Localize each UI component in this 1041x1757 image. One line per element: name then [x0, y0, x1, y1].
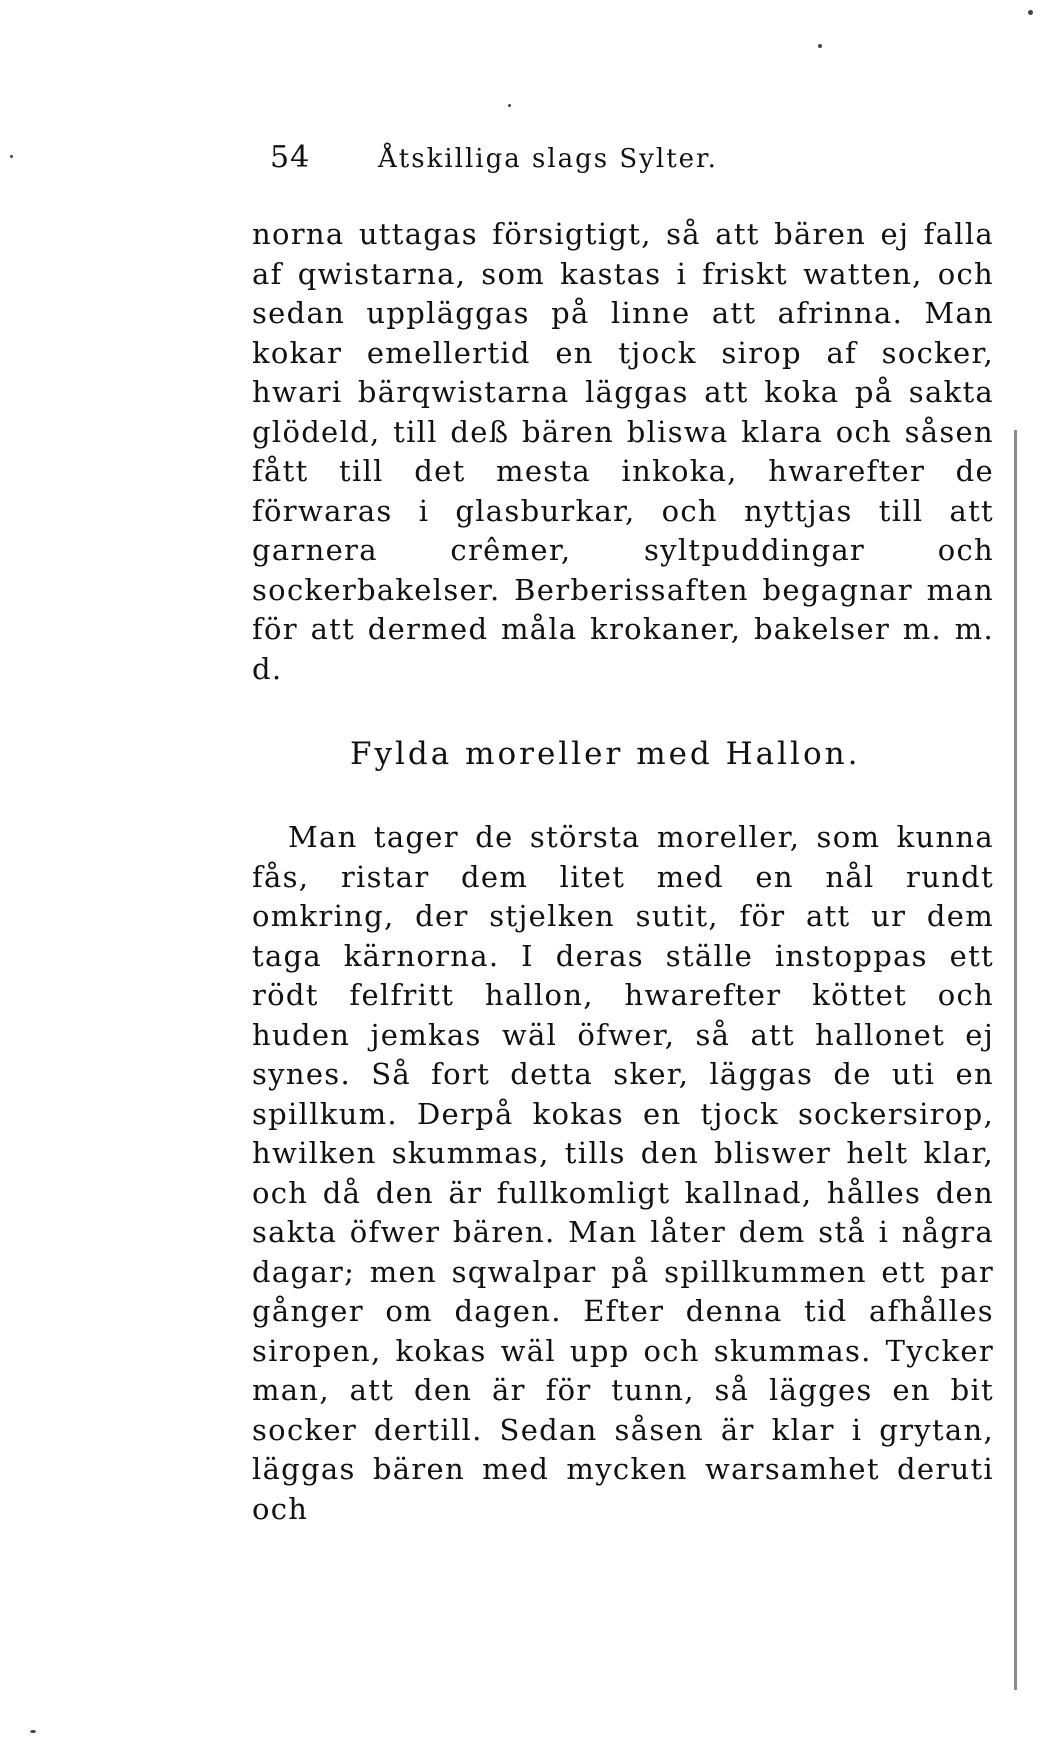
page-number: 54	[270, 140, 311, 175]
page-edge-shadow	[1014, 430, 1017, 1690]
paragraph-continuation: norna uttagas försigtigt, så att bären ej falla af qwistarna, som kastas i friskt watten, och sedan uppläggas på linne att afrinna. Man kokar emellertid en tjock sirop af socker, hwari bärqwistarna läggas att koka på sakta glödeld, till deß bären bliswa klara och såsen fått till det mesta inkoka, hwarefter de förwaras i glasburkar, och nyttjas till att garnera crêmer, syltpuddingar och sockerbakelser. Berberissaften begagnar man för att dermed måla krokaner, bakelser m. m. d.	[252, 217, 994, 686]
page-header	[270, 138, 830, 186]
ink-speck	[508, 104, 511, 107]
running-head: Åtskilliga slags Sylter.	[378, 144, 718, 174]
ink-speck	[30, 1730, 36, 1733]
paragraph-recipe: Man tager de största moreller, som kunna fås, ristar dem litet med en nål rundt omkring, der stjelken sutit, för att ur dem taga kärnorna. I deras ställe instoppas ett rödt felfritt hallon, hwarefter köttet och huden jemkas wäl öfwer, så att hallonet ej synes. Så fort detta sker, läggas de uti en spillkum. Derpå kokas en tjock sockersirop, hwilken skummas, tills den bliswer helt klar, och då den är fullkomligt kallnad, hålles den sakta öfwer bären. Man låter dem stå i några dagar; men sqwalpar på spillkummen ett par gånger om dagen. Efter denna tid afhålles siropen, kokas wäl upp och skummas. Tycker man, att den är för tunn, så lägges en bit socker dertill. Sedan såsen är klar i grytan, läggas bären med mycken warsamhet deruti och	[252, 820, 994, 1526]
section-title: Fylda moreller med Hallon.	[350, 736, 861, 772]
ink-speck	[818, 44, 822, 48]
ink-speck	[1028, 10, 1033, 15]
ink-speck	[10, 155, 13, 158]
